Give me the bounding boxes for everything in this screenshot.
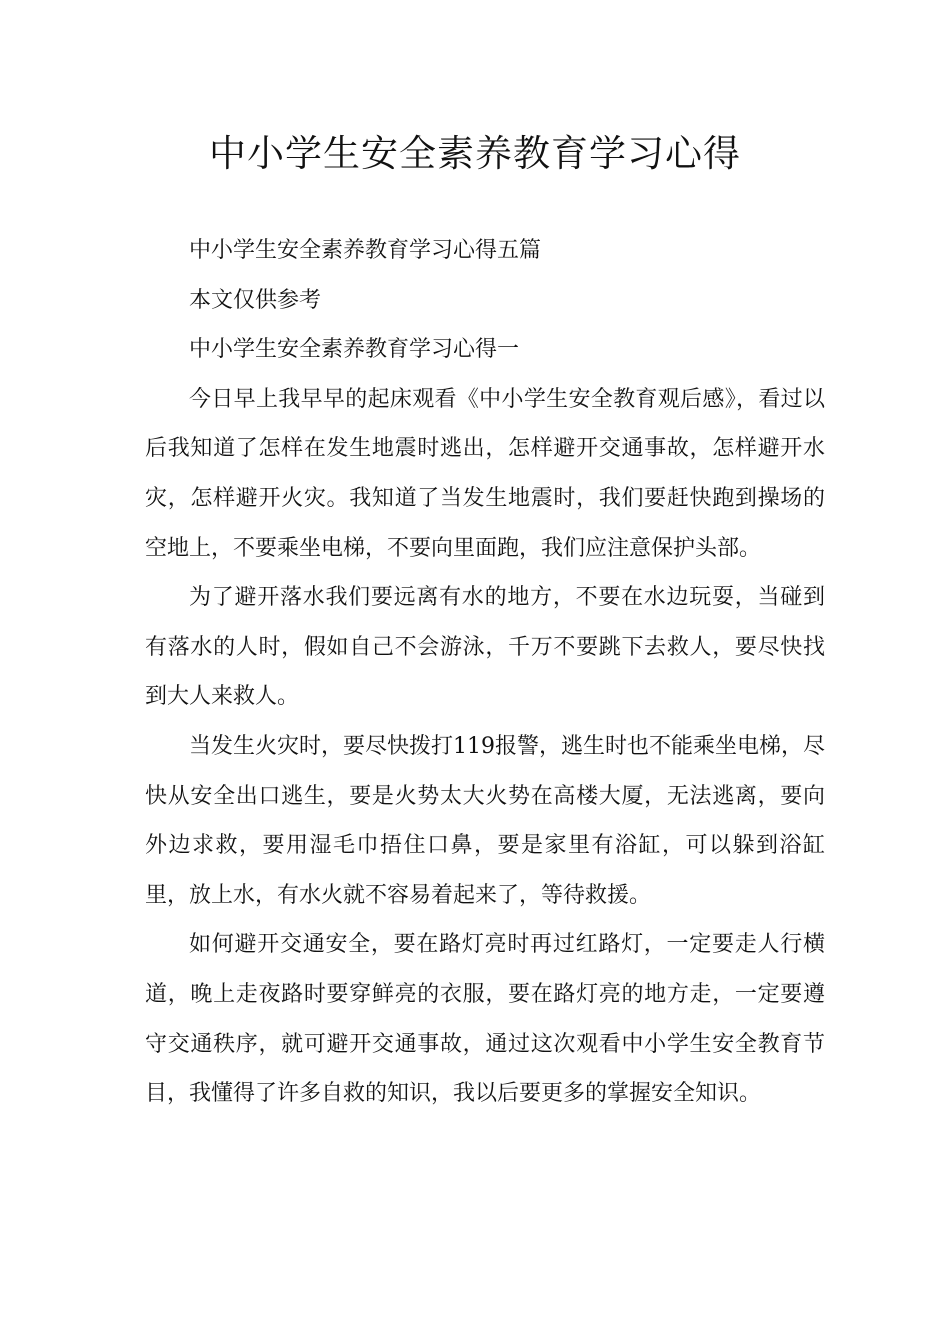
document-body	[145, 226, 825, 1119]
paragraph-2: 为了避开落水我们要远离有水的地方，不要在水边玩耍，当碰到有落水的人时，假如自己不会游泳，千万不要跳下去救人，要尽快找到大人来救人。	[145, 585, 825, 710]
paragraph-1: 今日早上我早早的起床观看《中小学生安全教育观后感》，看过以后我知道了怎样在发生地震时逃出，怎样避开交通事故，怎样避开水灾，怎样避开火灾。我知道了当发生地震时，我们要赶快跑到操场的空地上，不要乘坐电梯，不要向里面跑，我们应注意保护头部。	[145, 386, 825, 561]
section-heading: 中小学生安全素养教育学习心得一	[189, 337, 520, 363]
document-subtitle: 中小学生安全素养教育学习心得五篇	[189, 238, 542, 263]
paragraph-4: 如何避开交通安全，要在路灯亮时再过红路灯，一定要走人行横道，晚上走夜路时要穿鲜亮的衣服，要在路灯亮的地方走，一定要遵守交通秩序，就可避开交通事故，通过这次观看中小学生安全教育节目，我懂得了许多自救的知识，我以后要更多的掌握安全知识。	[145, 932, 825, 1107]
document-note: 本文仅供参考	[189, 287, 322, 313]
paragraph-3: 当发生火灾时，要尽快拨打119报警，逃生时也不能乘坐电梯，尽快从安全出口逃生，要是火势太大火势在高楼大厦，无法逃离，要向外边求救，要用湿毛巾捂住口鼻，要是家里有浴缸，可以躲到浴缸里，放上水，有水火就不容易着起来了，等待救援。	[145, 733, 825, 908]
document-title: 中小学生安全素养教育学习心得	[209, 132, 741, 175]
